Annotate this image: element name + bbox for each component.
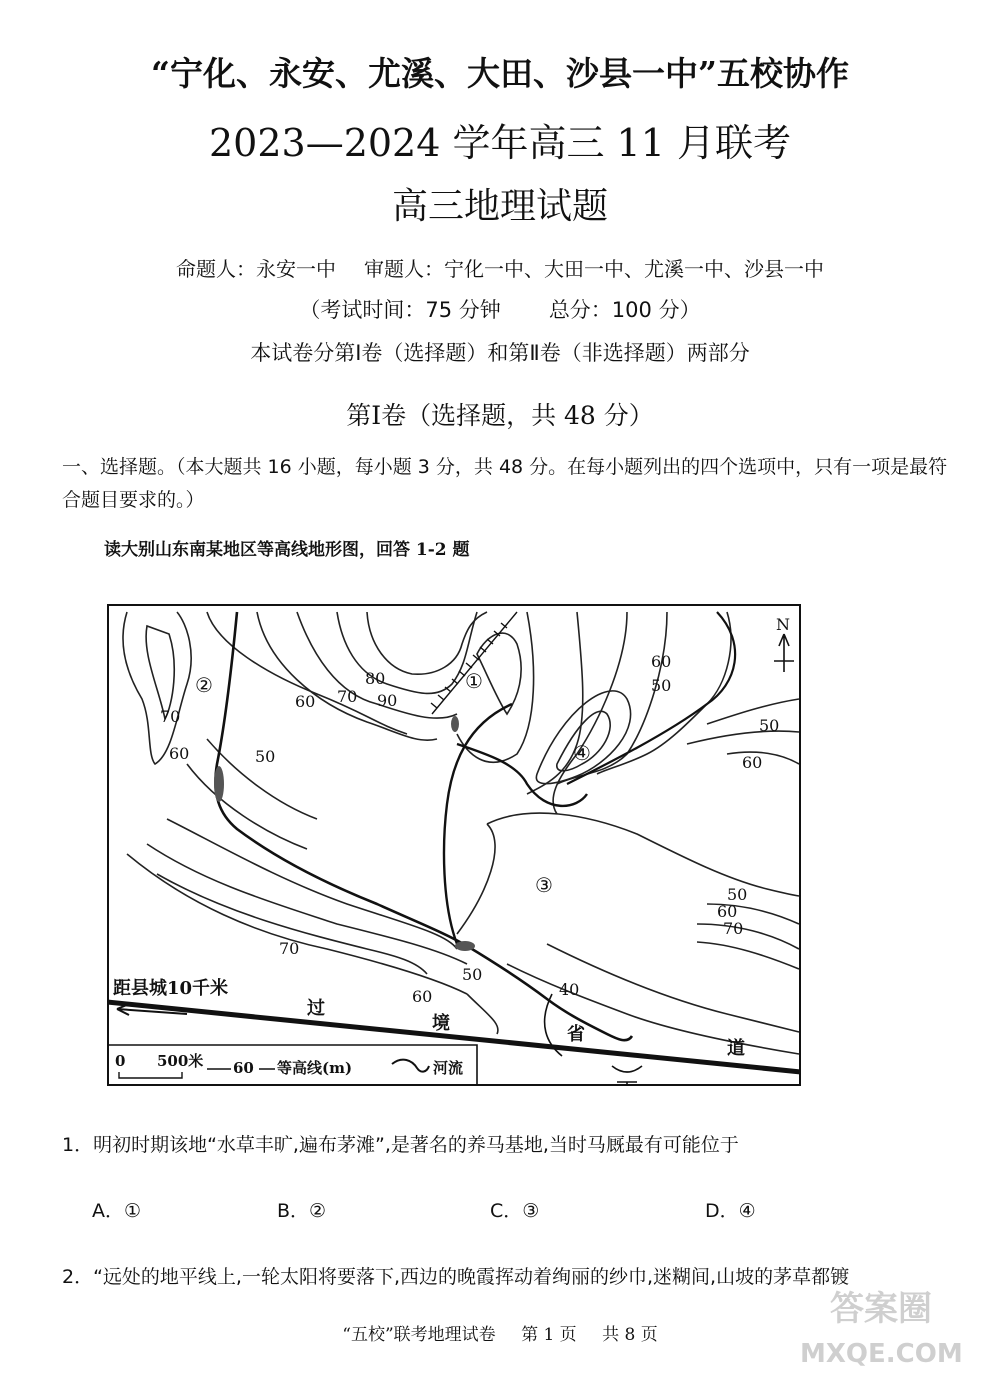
label-circle-1: ① xyxy=(465,669,483,693)
part-one-heading: 第Ⅰ卷（选择题，共 48 分） xyxy=(346,401,654,430)
exam-title-year: 2023—2024 学年高三 11 月联考 xyxy=(208,121,791,165)
label-circle-2: ② xyxy=(195,673,213,697)
legend-contour-label: 等高线(m) xyxy=(277,1059,353,1077)
watermark-text: 答案圈 xyxy=(830,1289,932,1329)
road-label: 省 xyxy=(567,1024,585,1045)
contour-value: 50 xyxy=(727,885,748,904)
reviewer: 审题人：宁化一中、大田一中、尤溪一中、沙县一中 xyxy=(364,257,824,281)
total-score: 总分：100 分） xyxy=(548,298,701,322)
contour-value: 50 xyxy=(759,716,780,735)
scale-zero: 0 xyxy=(115,1052,126,1070)
contour-value: 50 xyxy=(462,965,483,984)
road-label: 道 xyxy=(727,1038,745,1059)
contour-value: 50 xyxy=(651,676,672,695)
exam-title-schools: “宁化、永安、尤溪、大田、沙县一中”五校协作 xyxy=(151,54,849,93)
contour-value: 70 xyxy=(337,687,358,706)
paper-intro: 本试卷分第Ⅰ卷（选择题）和第Ⅱ卷（非选择题）两部分 xyxy=(250,341,750,365)
road-label: 境 xyxy=(432,1013,450,1034)
contour-value: 70 xyxy=(723,919,744,938)
contour-value: 60 xyxy=(717,902,738,921)
contour-value: 90 xyxy=(377,691,398,710)
contour-value: 60 xyxy=(651,652,672,671)
contour-value: 60 xyxy=(169,744,190,763)
section-instructions: 一、选择题。（本大题共 16 小题，每小题 3 分，共 48 分。在每小题列出的四个选项中，只有一项是最符合题目要求的。） xyxy=(62,456,948,511)
contour-value: 60 xyxy=(412,987,433,1006)
authors-line xyxy=(0,253,1000,282)
contour-map xyxy=(107,604,801,1086)
question-1: 1．明初时期该地“水草丰旷,遍布茅滩”,是著名的养马基地,当时马厩最有可能位于 xyxy=(62,1134,739,1156)
contour-value: 40 xyxy=(559,980,580,999)
contour-value: 70 xyxy=(160,707,181,726)
contour-value: 60 xyxy=(742,753,763,772)
legend-contour-value: 60 xyxy=(233,1059,254,1077)
watermark-url: MXQE.COM xyxy=(800,1339,963,1369)
scale-length: 500米 xyxy=(157,1052,204,1070)
contour-value: 80 xyxy=(365,669,386,688)
map-intro: 读大别山东南某地区等高线地形图，回答 1-2 题 xyxy=(104,540,470,560)
contour-value: 50 xyxy=(255,747,276,766)
option-d[interactable]: D．④ xyxy=(705,1200,756,1222)
distance-label: 距县城10千米 xyxy=(113,978,229,999)
option-a[interactable]: A．① xyxy=(92,1200,142,1222)
legend-river-label: 河流 xyxy=(433,1059,464,1077)
north-label: N xyxy=(776,615,790,634)
footer-page: 第 1 页 xyxy=(521,1325,577,1345)
label-circle-3: ③ xyxy=(535,873,553,897)
exam-time-line xyxy=(0,294,1000,324)
question-2: 2．“远处的地平线上,一轮太阳将要落下,西边的晚霞挥动着绚丽的纱巾,迷糊间,山坡的茅草都镀 xyxy=(62,1266,850,1288)
setter: 命题人：永安一中 xyxy=(176,257,336,281)
option-b[interactable]: B．② xyxy=(277,1200,327,1222)
pond xyxy=(214,766,224,802)
contour-value: 70 xyxy=(279,939,300,958)
footer-total: 共 8 页 xyxy=(602,1325,658,1345)
pond xyxy=(455,941,475,951)
road-label: 过 xyxy=(307,998,325,1019)
watermark-logo xyxy=(790,1280,980,1370)
option-c[interactable]: C．③ xyxy=(490,1200,540,1222)
footer-name: “五校”联考地理试卷 xyxy=(342,1325,496,1345)
exam-time: （考试时间：75 分钟 xyxy=(299,298,501,322)
pond xyxy=(451,716,459,732)
contour-value: 60 xyxy=(295,692,316,711)
exam-title-subject: 高三地理试题 xyxy=(391,186,608,227)
label-circle-4: ④ xyxy=(573,741,591,765)
